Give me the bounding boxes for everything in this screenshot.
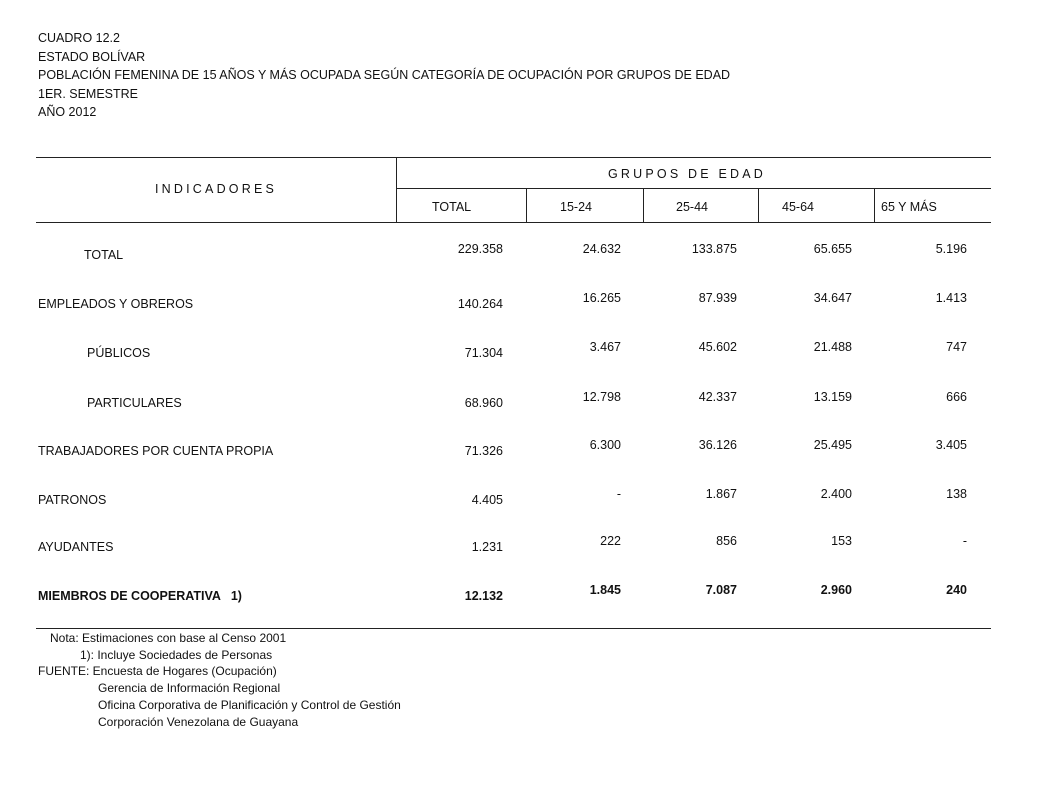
table-cell: 1.867 [705,487,737,501]
table-top-rule [36,157,991,158]
table-cell: 153 [831,534,852,548]
table-cell: 5.196 [935,242,967,256]
row-label-particulares: PARTICULARES [87,396,182,410]
row-label-empleados: EMPLEADOS Y OBREROS [38,297,194,311]
row-label-publicos: PÚBLICOS [87,346,151,360]
table-cell: 42.337 [698,390,737,404]
row-label-patronos: PATRONOS [38,493,107,507]
row-label-ayudantes: AYUDANTES [38,540,114,554]
table-cell: 666 [946,390,967,404]
table-cell: 16.265 [582,291,621,305]
table-cell: 2.960 [820,583,852,597]
header-divider [758,188,759,222]
table-cell: 856 [716,534,737,548]
source-line: Oficina Corporativa de Planificación y Control de Gestión [98,697,401,712]
table-cell: - [962,534,967,548]
age-groups-header: GRUPOS DE EDAD [608,167,767,181]
table-cell: 25.495 [813,438,852,452]
group-header-rule [396,188,991,189]
table-cell: 87.939 [698,291,737,305]
note-estimates: Nota: Estimaciones con base al Censo 2001 [50,631,287,645]
table-cell: 12.798 [582,390,621,404]
table-bottom-rule [36,628,991,629]
source-line: Corporación Venezolana de Guayana [98,714,299,729]
table-cell: 13.159 [813,390,852,404]
table-number: CUADRO 12.2 [38,31,120,45]
table-cell: 4.405 [471,493,503,507]
source-line: FUENTE: Encuesta de Hogares (Ocupación) [38,664,277,679]
table-title: POBLACIÓN FEMENINA DE 15 AÑOS Y MÁS OCUPADA SEGÚN CATEGORÍA DE OCUPACIÓN POR GRUPOS DE EDAD [38,68,731,82]
table-titles [38,29,730,122]
column-header-65-plus: 65 Y MÁS [881,200,937,214]
table-cell: 222 [600,534,621,548]
table-cell: 34.647 [813,291,852,305]
table-cell: 229.358 [457,242,503,256]
table-cell: 36.126 [698,438,737,452]
table-cell: 6.300 [589,438,621,452]
table-cell: - [616,487,621,501]
table-cell: 3.405 [935,438,967,452]
table-notes [38,630,401,730]
header-divider [643,188,644,222]
table-cell: 240 [946,583,967,597]
header-divider [526,188,527,222]
table-cell: 747 [946,340,967,354]
semester: 1ER. SEMESTRE [38,86,139,101]
row-label-total: TOTAL [84,248,124,262]
table-cell: 68.960 [464,396,503,410]
header-bottom-rule [36,222,991,223]
table-cell: 71.304 [464,346,503,360]
header-divider [396,157,397,222]
table-cell: 1.413 [935,291,967,305]
table-cell: 1.231 [471,540,503,554]
table-cell: 12.132 [464,589,503,603]
table-cell: 45.602 [698,340,737,354]
column-header-45-64: 45-64 [782,200,814,214]
row-label-cooperativa: MIEMBROS DE COOPERATIVA 1) [38,589,242,603]
indicadores-header: INDICADORES [155,182,278,196]
column-header-15-24: 15-24 [560,200,592,214]
table-cell: 133.875 [691,242,737,256]
table-cell: 1.845 [589,583,621,597]
table-cell: 24.632 [582,242,621,256]
table-cell: 140.264 [457,297,503,311]
year: AÑO 2012 [38,105,97,119]
table-cell: 3.467 [589,340,621,354]
note-footnote: 1): Incluye Sociedades de Personas [80,647,273,662]
table-cell: 71.326 [464,444,503,458]
column-header-total: TOTAL [432,200,472,214]
row-label-cuenta-propia: TRABAJADORES POR CUENTA PROPIA [38,444,274,458]
header-divider [874,188,875,222]
column-header-25-44: 25-44 [676,200,708,214]
table-cell: 21.488 [813,340,852,354]
source-line: Gerencia de Información Regional [98,681,281,696]
state-name: ESTADO BOLÍVAR [38,49,146,64]
table-cell: 65.655 [813,242,852,256]
table-cell: 7.087 [705,583,737,597]
table-cell: 138 [946,487,967,501]
table-cell: 2.400 [820,487,852,501]
